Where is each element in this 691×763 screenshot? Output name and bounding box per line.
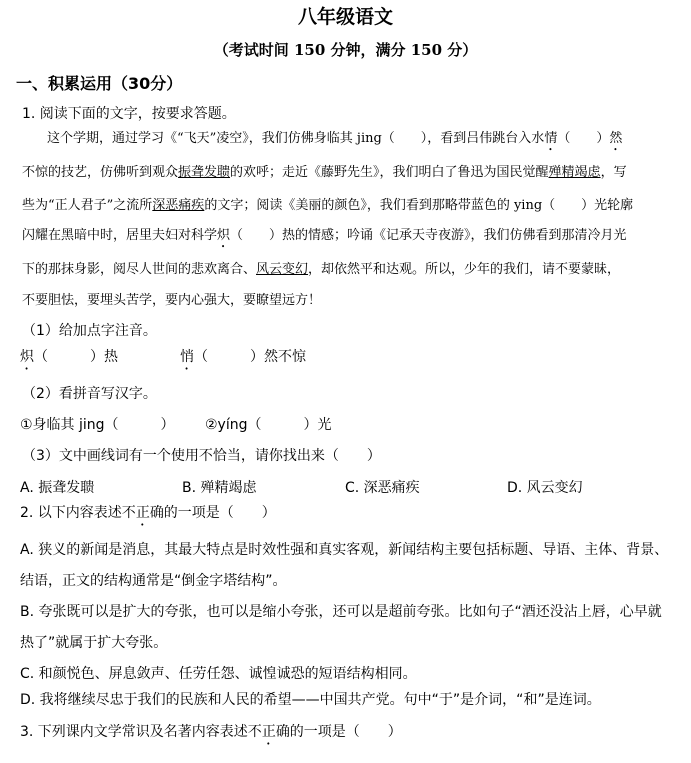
- q1-sub2-item-1: ①身临其 jing（ ）: [20, 417, 175, 433]
- q1-sub3-option-d: D. 风云变幻: [507, 480, 583, 496]
- passage-line-4: 闪耀在黑暗中时，居里夫妇对科学炽（ ）热的情感；吟诵《记承天寺夜游》，我们仿佛看到那清冷月光: [22, 228, 627, 243]
- underlined-term-2: 殚精竭虑: [548, 165, 601, 180]
- q1-sub1-item-1: 炽（ ）热: [20, 349, 118, 365]
- dotted-char-chi: 炽: [217, 228, 231, 243]
- passage-line-2: 不惊的技艺，仿佛听到观众振聋发聩的欢呼；走近《藤野先生》，我们明白了鲁迅为国民觉醒殚精竭虑，写: [22, 165, 627, 180]
- underlined-term-1: 振聋发聩: [178, 165, 231, 180]
- exam-info: （考试时间 150 分钟，满分 150 分）: [213, 41, 478, 59]
- q1-sub1-label: （1）给加点字注音。: [22, 323, 157, 339]
- passage-line-5: 下的那抹身影，阅尽人世间的悲欢离合、风云变幻，却依然平和达观。所以，少年的我们，请不要蒙昧，: [22, 262, 621, 277]
- underlined-term-3: 深恶痛疾: [152, 198, 205, 213]
- q2-option-d: D. 我将继续尽忠于我们的民族和人民的希望——中国共产党。句中“于”是介词，“和”是连词。: [20, 692, 601, 708]
- q1-sub3-option-a: A. 振聋发聩: [20, 480, 95, 496]
- q2-option-a-line-1: A. 狭义的新闻是消息，其最大特点是时效性强和真实客观，新闻结构主要包括标题、导语、主体、背景、: [20, 542, 669, 558]
- passage-line-6: 不要胆怯，要埋头苦学，要内心强大，要瞭望远方！: [22, 293, 322, 308]
- section-heading: 一、积累运用（30分）: [16, 74, 183, 93]
- passage-line-1: 这个学期，通过学习《“飞天”凌空》，我们仿佛身临其 jing（ ），看到吕伟跳台入水情（ ）然: [47, 131, 623, 146]
- q1-sub3-option-c: C. 深恶痛疾: [345, 480, 420, 496]
- q1-sub2-item-2: ②yíng（ ）光: [205, 417, 332, 433]
- q1-sub3-label: （3）文中画线词有一个使用不恰当，请你找出来（ ）: [22, 448, 381, 464]
- q2-option-a-line-2: 结语，正文的结构通常是“倒金字塔结构”。: [20, 573, 287, 589]
- q1-sub1-item-2: 悄（ ）然不惊: [180, 349, 306, 365]
- page-title: 八年级语文: [297, 6, 393, 28]
- q2-option-b-line-1: B. 夸张既可以是扩大的夸张，也可以是缩小夸张，还可以是超前夸张。比如句子“酒还没沾上唇，心早就: [20, 604, 662, 620]
- q2-option-b-line-2: 热了”就属于扩大夸张。: [20, 635, 168, 651]
- passage-line-3: 些为“正人君子”之流所深恶痛疾的文字；阅读《美丽的颜色》，我们看到那略带蓝色的 ying（ ）光轮廓: [22, 198, 634, 213]
- q3-stem: 3. 下列课内文学常识及名著内容表述不正确的一项是（ ）: [20, 724, 402, 740]
- underlined-term-4: 风云变幻: [256, 262, 309, 277]
- q1-stem: 1. 阅读下面的文字，按要求答题。: [22, 106, 236, 122]
- passage-line-1-tail: 情（ ）然: [544, 131, 623, 146]
- q1-sub3-option-b: B. 殚精竭虑: [182, 480, 257, 496]
- q2-stem: 2. 以下内容表述不正确的一项是（ ）: [20, 505, 276, 521]
- q1-sub2-label: （2）看拼音写汉字。: [22, 386, 157, 402]
- q2-option-c: C. 和颜悦色、屏息敛声、任劳任怨、诚惶诚恐的短语结构相同。: [20, 666, 417, 682]
